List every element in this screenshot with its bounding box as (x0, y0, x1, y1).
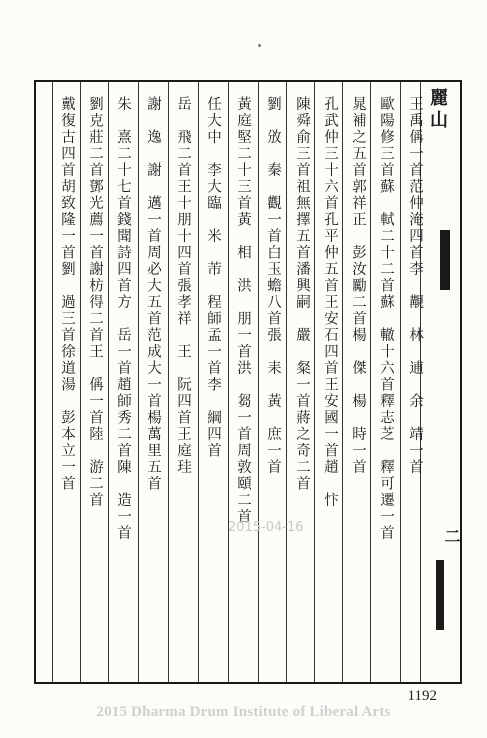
text-column-5: 陳舜俞三首祖無擇五首潘興嗣 嚴 粲一首蔣之奇二首 (294, 96, 310, 492)
column-rule (80, 82, 81, 682)
column-rule (108, 82, 109, 682)
text-column-9: 岳 飛二首王十朋十四首張孝祥 王 阮四首王庭珪 (175, 96, 191, 476)
column-rule (52, 82, 53, 682)
text-column-7: 黃庭堅二十三首黃 相 洪 朋一首洪 芻一首周敦頤二首 (235, 96, 251, 525)
scan-speck (258, 44, 261, 47)
text-column-8: 任大中 李大臨 米 芾 程師孟一首李 綱四首 (205, 96, 221, 459)
institution-watermark: 2015 Dharma Drum Institute of Liberal Arts (96, 704, 391, 720)
column-rule (138, 82, 139, 682)
column-rule (400, 82, 401, 682)
page-number: 1192 (407, 688, 437, 704)
column-rule (168, 82, 169, 682)
text-column-10: 謝 逸 謝 邁一首周必大五首范成大一首楊萬里五首 (145, 96, 161, 492)
text-column-12: 劉克莊二首鄧光薦一首謝枋得二首王 偁一首陸 游二首 (87, 96, 103, 509)
text-column-13: 戴復古四首胡致隆一首劉 過三首徐道湯 彭本立一首 (59, 96, 75, 492)
column-rule (286, 82, 287, 682)
text-column-4: 孔武仲三十六首孔平仲五首王安石四首王安國一首趙 忭 (322, 96, 338, 509)
text-column-3: 晁補之五首郭祥正 彭汝勵二首楊 傑 楊 時一首 (350, 96, 366, 476)
scan-date-stamp: 2015-04-16 (228, 520, 304, 535)
column-rule (258, 82, 259, 682)
fishtail-mark (440, 230, 450, 290)
text-column-1: 王禹偁一首范仲淹四首李 覯 林 逋 余 靖一首 (407, 96, 423, 476)
column-rule (198, 82, 199, 682)
text-column-2: 歐陽修三首蘇 軾二十二首蘇 轍十六首釋志芝 釋可遷一首 (378, 96, 394, 542)
fishtail-mark-lower (436, 560, 444, 630)
section-number: 二 (442, 528, 461, 544)
text-column-11: 朱 熹二十七首錢聞詩四首方 岳一首趙師秀二首陳 造一首 (115, 96, 131, 542)
column-rule (228, 82, 229, 682)
book-title: 麗山 (427, 88, 448, 132)
text-column-6: 劉 攽 秦 觀一首白玉蟾八首張 耒 黃 庶一首 (265, 96, 281, 476)
